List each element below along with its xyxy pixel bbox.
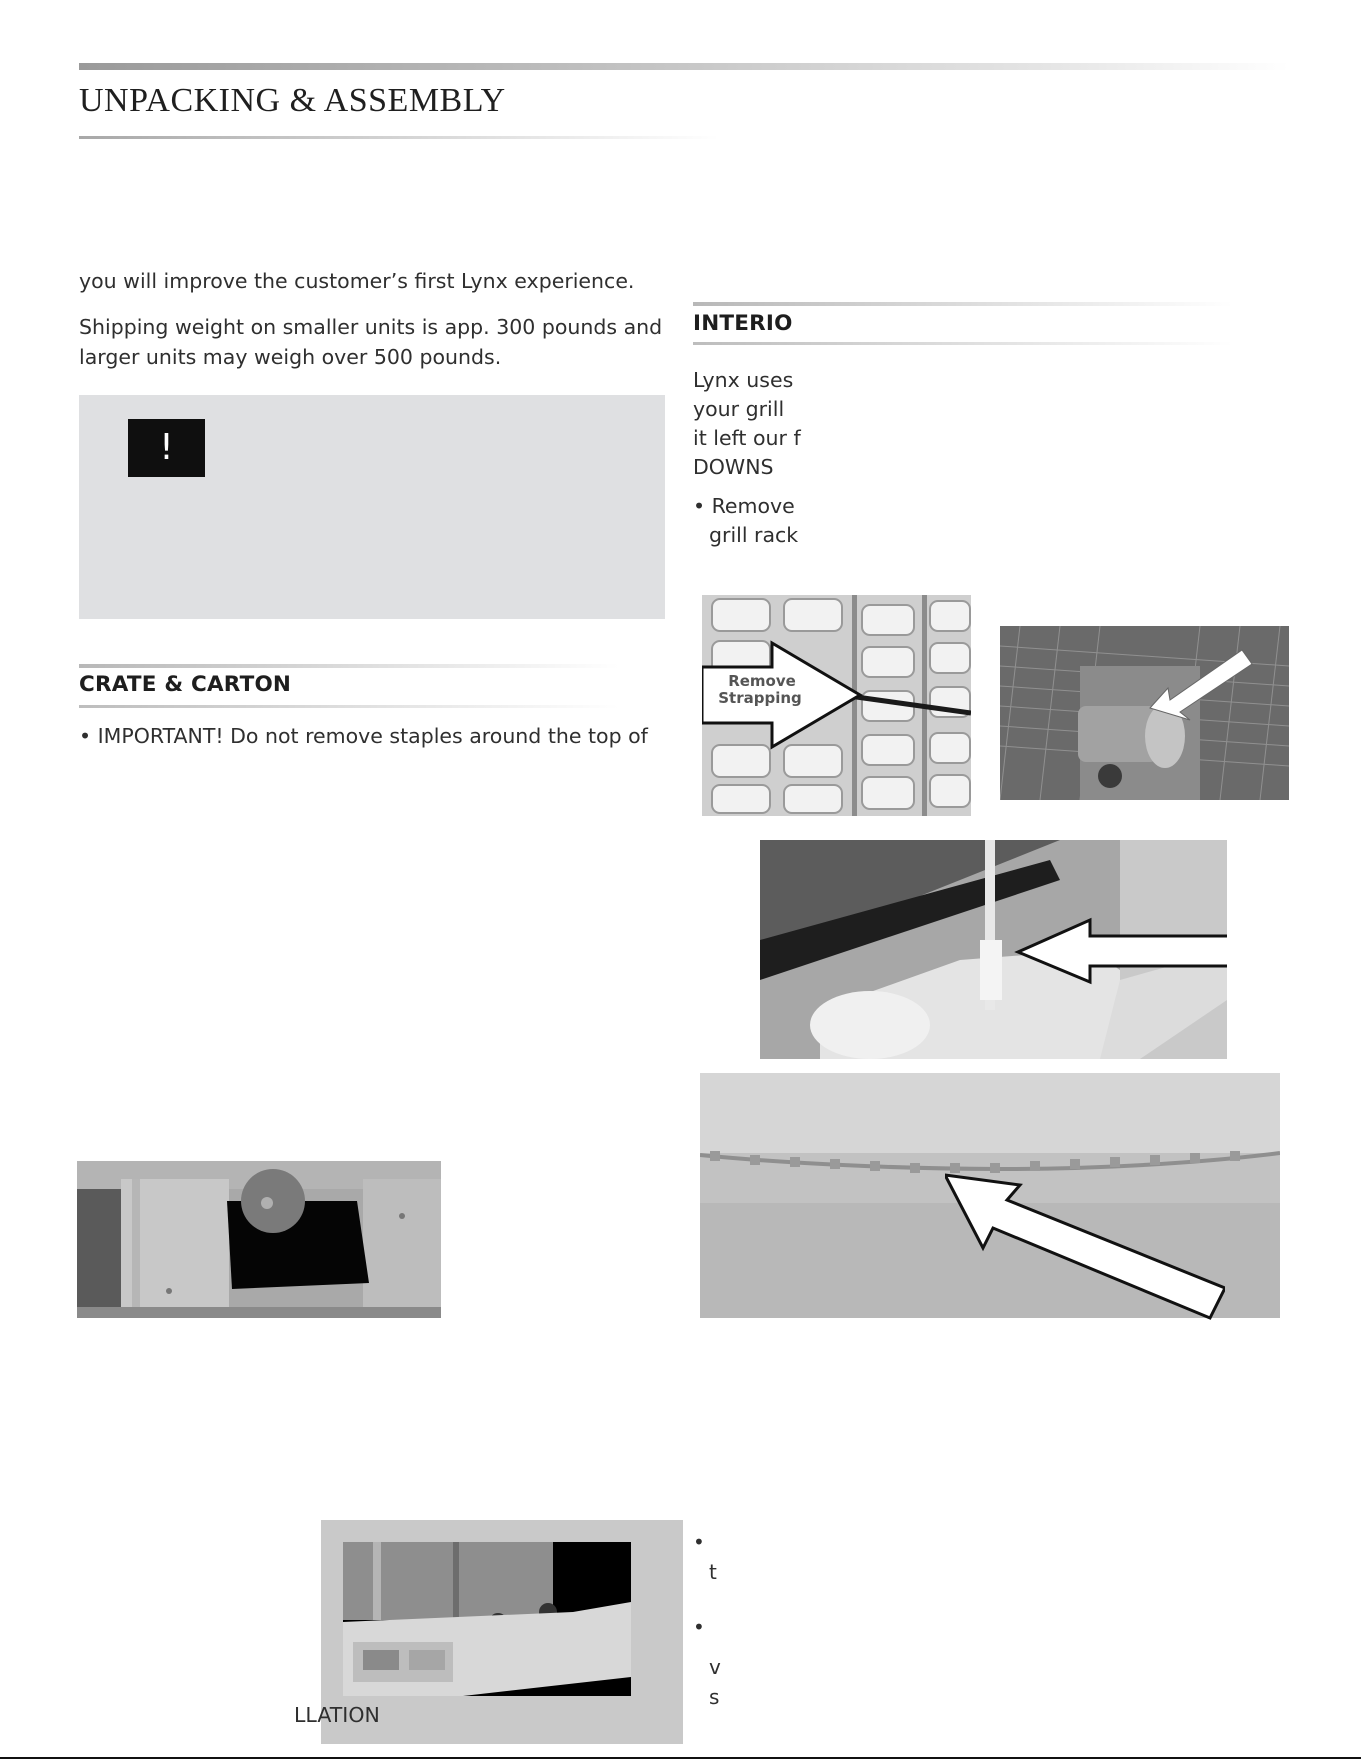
interior-line-2: your grill (693, 397, 785, 421)
crate-bullet-important: • IMPORTANT! Do not remove staples around the top of (79, 724, 648, 748)
interior-heading-rule-bottom (693, 342, 1233, 345)
interior-line-4: DOWNS (693, 455, 774, 479)
installation-label-fragment: LLATION (294, 1703, 380, 1727)
rotisserie-photo (1000, 626, 1289, 800)
interior-line-1: Lynx uses (693, 368, 794, 392)
title-rule (79, 136, 719, 139)
bottom-fragment-t: t (709, 1560, 717, 1584)
crate-base-photo (77, 1161, 441, 1318)
remove-bullet-line-1: • Remove (693, 494, 795, 518)
crate-heading-rule-top (79, 664, 619, 668)
shipping-weight-line-1: Shipping weight on smaller units is app. 300 pounds and (79, 315, 663, 339)
interior-heading: INTERIO (693, 311, 793, 336)
remove-strapping-photo (702, 595, 971, 816)
crate-heading-rule-bottom (79, 705, 619, 708)
strapping-label-1: Remove (728, 672, 796, 690)
cart-on-ramp-photo (343, 1542, 631, 1696)
page-title: UNPACKING & ASSEMBLY (79, 82, 506, 119)
interior-heading-rule-top (693, 302, 1233, 306)
bottom-bullet-2: • (693, 1615, 705, 1639)
arrow-icon (945, 1170, 1225, 1320)
bottom-fragment-s: s (709, 1685, 720, 1709)
exclamation-icon: ! (128, 419, 205, 477)
bottom-bullet-1: • (693, 1530, 705, 1554)
intro-paragraph: you will improve the customer’s first Lynx experience. (79, 269, 635, 293)
interior-line-3: it left our f (693, 426, 801, 450)
shipping-weight-line-2: larger units may weigh over 500 pounds. (79, 345, 502, 369)
crate-carton-heading: CRATE & CARTON (79, 672, 292, 697)
remove-bullet-line-2: grill rack (709, 523, 799, 547)
bottom-fragment-v: v (709, 1655, 721, 1679)
tie-strap-photo (760, 840, 1227, 1059)
top-rule (79, 63, 1289, 70)
page-bottom-rule (0, 1757, 1361, 1759)
strapping-label-2: Strapping (718, 689, 802, 707)
